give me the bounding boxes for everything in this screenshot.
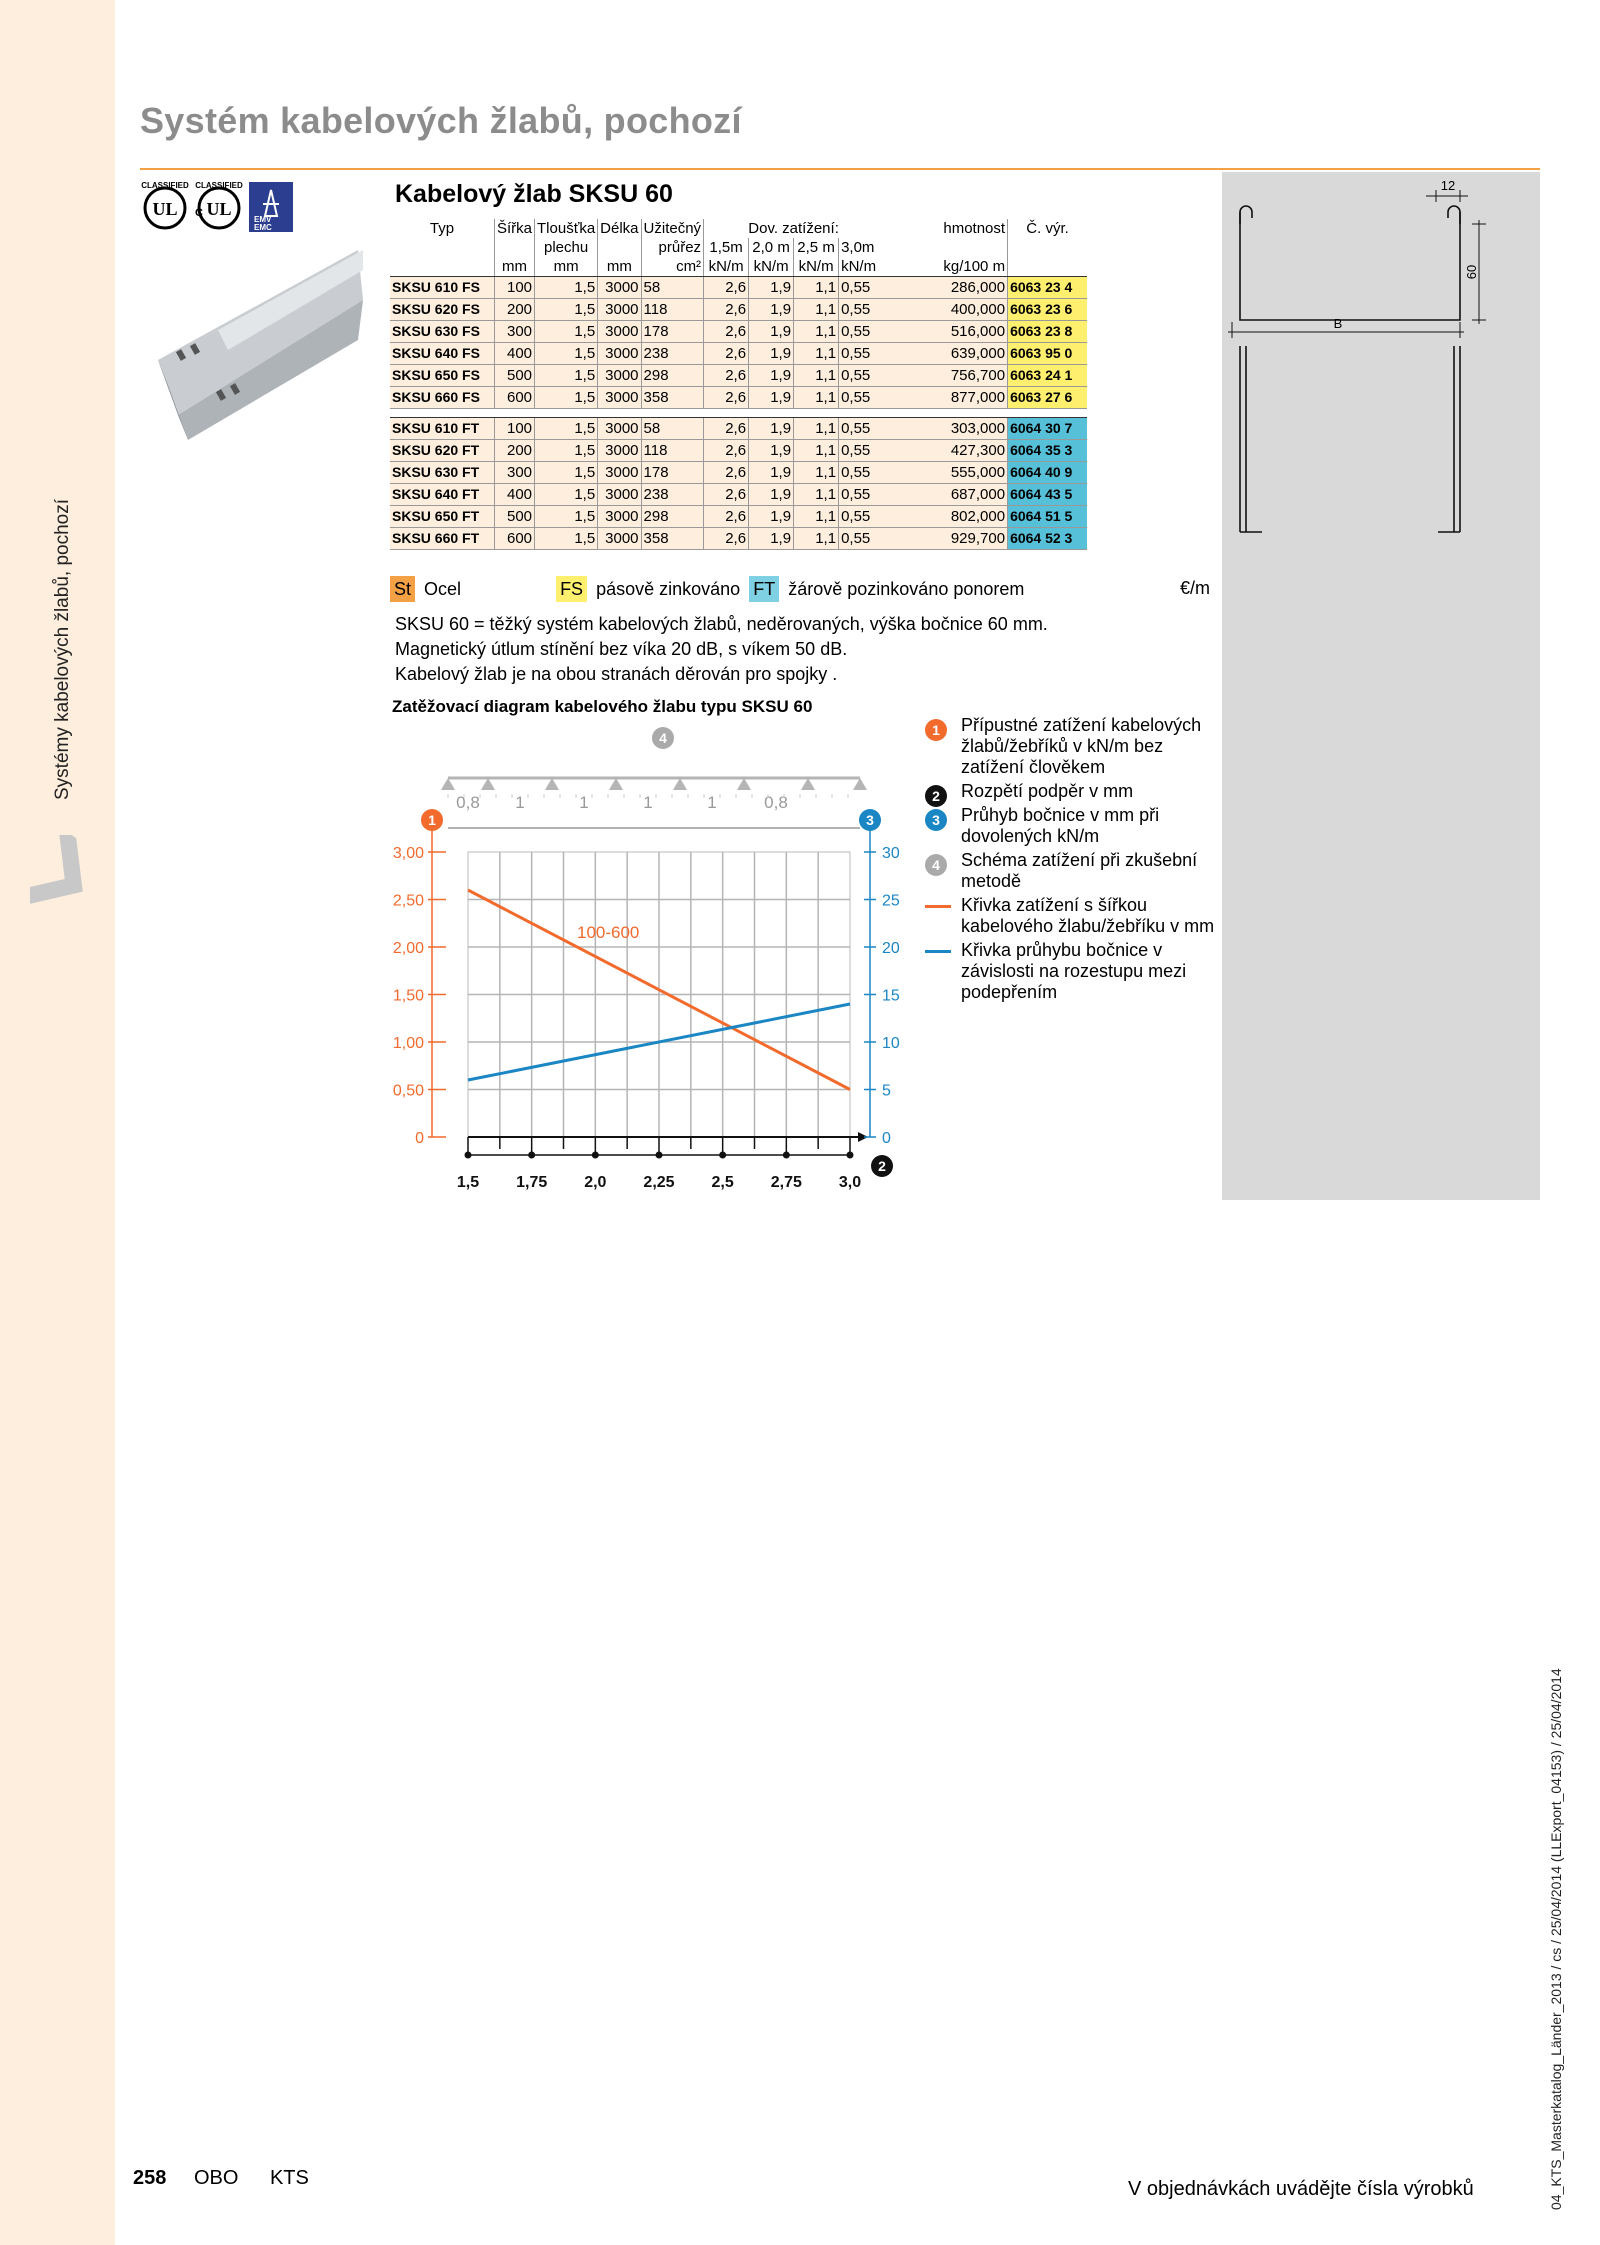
cell-z2: 1,9 [749,440,794,462]
chart-legend [925,715,1225,1006]
table-row [390,321,1087,343]
cell-z3: 1,1 [794,418,839,440]
cell-z2: 1,9 [749,462,794,484]
left-tick-label: 2,50 [392,892,424,910]
cell-prurez: 118 [641,440,704,462]
load-scheme-label: 1 [643,793,653,812]
cell-tl: 1,5 [535,462,598,484]
header-span-4: 3,0m [839,238,884,257]
cell-sirka: 600 [495,528,535,550]
support-triangle-icon [481,778,495,790]
cell-typ: SKSU 620 FT [390,440,495,462]
product-description [395,612,1048,687]
unit-k4: kN/m [839,257,884,277]
cell-typ: SKSU 650 FS [390,365,495,387]
support-triangle-icon [441,778,455,790]
support-triangle-icon [801,778,815,790]
header-delka: Délka [598,219,641,238]
cell-sirka: 100 [495,277,535,299]
cell-z3: 1,1 [794,528,839,550]
unit-delka: mm [598,257,641,277]
cell-cislo: 6063 24 1 [1008,365,1088,387]
legend-item [925,805,1225,847]
page-title: Systém kabelových žlabů, pochozí [140,100,742,141]
cell-hm: 756,700 [883,365,1008,387]
x-tick-label: 1,75 [516,1174,548,1191]
legend-text: Schéma zatížení při zkušební metodě [961,850,1198,891]
x-tick-label: 2,25 [643,1174,675,1191]
cell-z3: 1,1 [794,506,839,528]
cell-hm: 427,300 [883,440,1008,462]
cell-tl: 1,5 [535,343,598,365]
cell-prurez: 58 [641,277,704,299]
unit-k1: kN/m [704,257,749,277]
emv-emc-logo [249,182,293,232]
material-ft-code: FT [749,576,779,602]
cell-z2: 1,9 [749,506,794,528]
legend-text: Přípustné zatížení kabelových žlabů/žebříků v kN/m bez zatížení člověkem [961,715,1202,777]
svg-text:UL: UL [206,199,232,219]
profile-panel [1222,172,1540,1200]
load-scheme-label: 0,8 [764,793,788,812]
cell-sirka: 500 [495,506,535,528]
cell-cislo: 6064 35 3 [1008,440,1088,462]
cell-cislo: 6063 23 8 [1008,321,1088,343]
cell-z3: 1,1 [794,365,839,387]
cell-z1: 2,6 [704,387,749,409]
cell-prurez: 358 [641,387,704,409]
cell-prurez: 178 [641,462,704,484]
right-tick-label: 15 [882,987,900,1005]
material-fs-label: pásově zinkováno [596,579,741,599]
cell-z1: 2,6 [704,506,749,528]
marker-3-icon-label: 3 [866,812,874,828]
table-row [390,418,1087,440]
certification-logos [137,180,337,236]
table-row [390,365,1087,387]
left-tick-label: 1,00 [392,1035,424,1052]
cell-sirka: 400 [495,343,535,365]
table-row [390,462,1087,484]
unit-sirka: mm [495,257,535,277]
cell-typ: SKSU 660 FT [390,528,495,550]
footer-brand: OBO [193,2167,239,2189]
chart-title: Zatěžovací diagram kabelového žlabu typu SKSU 60 [392,697,813,716]
cell-z4: 0,55 [839,484,884,506]
cell-delka: 3000 [598,528,641,550]
header-typ: Typ [390,219,495,238]
cell-prurez: 358 [641,528,704,550]
load-scheme-label: 1 [579,793,589,812]
load-scheme-label: 0,8 [456,793,480,812]
cell-prurez: 298 [641,506,704,528]
support-triangle-icon [737,778,751,790]
dim-top-label: 12 [1440,178,1456,193]
unit-tloustka: mm [535,257,598,277]
support-triangle-icon [545,778,559,790]
header-span-2: 2,0 m [749,238,794,257]
legend-text: Rozpětí podpěr v mm [961,781,1134,801]
cell-cislo: 6063 23 4 [1008,277,1088,299]
left-tick-label: 0,50 [392,1082,424,1100]
legend-marker-icon: 4 [925,854,947,876]
unit-k3: kN/m [794,257,839,277]
cell-z3: 1,1 [794,299,839,321]
legend-item [925,895,1225,937]
cell-typ: SKSU 640 FT [390,484,495,506]
cell-z3: 1,1 [794,387,839,409]
cell-z4: 0,55 [839,365,884,387]
cell-z1: 2,6 [704,343,749,365]
cell-z4: 0,55 [839,387,884,409]
cell-delka: 3000 [598,462,641,484]
table-row [390,440,1087,462]
x-tick-label: 2,5 [711,1174,734,1191]
legend-marker-icon: 1 [925,719,947,741]
cell-z4: 0,55 [839,321,884,343]
marker-1-icon-label: 1 [428,812,436,828]
cell-typ: SKSU 610 FT [390,418,495,440]
cell-z4: 0,55 [839,277,884,299]
cell-typ: SKSU 660 FS [390,387,495,409]
header-span-1: 1,5m [704,238,749,257]
cell-z2: 1,9 [749,343,794,365]
cell-tl: 1,5 [535,418,598,440]
material-st-label: Ocel [424,579,462,599]
svg-text:UL: UL [152,199,178,219]
material-ft-label: žárově pozinkováno ponorem [788,579,1025,599]
cell-delka: 3000 [598,321,641,343]
legend-item [925,940,1225,1003]
cell-hm: 639,000 [883,343,1008,365]
cell-z2: 1,9 [749,484,794,506]
cell-sirka: 300 [495,462,535,484]
cell-z3: 1,1 [794,462,839,484]
page-number: 258 [133,2167,167,2189]
cell-delka: 3000 [598,418,641,440]
cell-z1: 2,6 [704,418,749,440]
cell-hm: 400,000 [883,299,1008,321]
cell-tl: 1,5 [535,365,598,387]
right-tick-label: 0 [882,1130,891,1147]
cell-cislo: 6064 43 5 [1008,484,1088,506]
legend-text: Křivka průhybu bočnice v závislosti na rozestupu mezi podepřením [961,940,1187,1002]
x-tick-label: 3,0 [838,1174,862,1191]
cell-sirka: 300 [495,321,535,343]
footer-note: V objednávkách uvádějte čísla výrobků [1128,2178,1474,2200]
cell-z4: 0,55 [839,506,884,528]
cell-tl: 1,5 [535,321,598,343]
table-row [390,484,1087,506]
cell-hm: 555,000 [883,462,1008,484]
table-group-separator [390,409,1087,418]
ul-classified-logo-1 [141,181,189,228]
cell-delka: 3000 [598,440,641,462]
header-dov-zatizeni: Dov. zatížení: [704,219,884,238]
svg-text:EMC: EMC [254,223,272,232]
cell-cislo: 6064 40 9 [1008,462,1088,484]
cell-z2: 1,9 [749,321,794,343]
cell-z4: 0,55 [839,528,884,550]
cell-prurez: 298 [641,365,704,387]
cell-z1: 2,6 [704,365,749,387]
x-tick-label: 1,5 [456,1174,480,1191]
footer-left [133,2167,335,2190]
cell-sirka: 600 [495,387,535,409]
header-span-3: 2,5 m [794,238,839,257]
price-unit: €/m [1179,578,1210,598]
legend-marker-icon: 3 [925,809,947,831]
cell-z2: 1,9 [749,365,794,387]
table-row [390,387,1087,409]
load-diagram [380,720,920,1220]
cell-z4: 0,55 [839,440,884,462]
marker-4-icon-label: 4 [659,730,667,746]
svg-text:CLASSIFIED: CLASSIFIED [195,181,243,190]
left-tick-label: 1,50 [392,987,424,1005]
table-row [390,277,1087,299]
spec-table [390,219,1087,550]
cell-delka: 3000 [598,277,641,299]
cell-hm: 687,000 [883,484,1008,506]
header-tloustka-2: plechu [535,238,598,257]
legend-text: Křivka zatížení s šířkou kabelového žlabu/žebříku v mm [961,895,1215,936]
unit-k2: kN/m [749,257,794,277]
left-tick-label: 0 [415,1130,424,1147]
cell-typ: SKSU 610 FS [390,277,495,299]
support-triangle-icon [609,778,623,790]
cell-tl: 1,5 [535,299,598,321]
cell-delka: 3000 [598,387,641,409]
x-tick-label: 2,0 [584,1174,607,1191]
side-section-label: Systémy kabelových žlabů, pochozí [52,499,73,800]
legend-line-icon [925,905,951,908]
support-triangle-icon [673,778,687,790]
x-tick-label: 2,75 [770,1174,802,1191]
right-tick-label: 20 [882,940,900,957]
cell-cislo: 6063 27 6 [1008,387,1088,409]
cell-sirka: 100 [495,418,535,440]
cell-z1: 2,6 [704,440,749,462]
cell-typ: SKSU 650 FT [390,506,495,528]
legend-item [925,781,1225,802]
description-line-2: Magnetický útlum stínění bez víka 20 dB, s víkem 50 dB. [395,639,848,659]
cell-hm: 877,000 [883,387,1008,409]
cell-prurez: 178 [641,321,704,343]
cell-delka: 3000 [598,506,641,528]
cell-typ: SKSU 630 FS [390,321,495,343]
header-uzitecny-2: průřez [641,238,704,257]
cell-tl: 1,5 [535,484,598,506]
footer-section: KTS [269,2167,309,2189]
cell-cislo: 6063 23 6 [1008,299,1088,321]
cell-z2: 1,9 [749,277,794,299]
cell-z4: 0,55 [839,462,884,484]
svg-text:CLASSIFIED: CLASSIFIED [141,181,189,190]
legend-text: Průhyb bočnice v mm při dovolených kN/m [961,805,1160,846]
cell-z2: 1,9 [749,418,794,440]
table-row [390,528,1087,550]
right-tick-label: 10 [882,1035,900,1052]
cell-z3: 1,1 [794,321,839,343]
cell-z3: 1,1 [794,440,839,462]
cell-z4: 0,55 [839,343,884,365]
side-arrow-icon [30,835,90,915]
support-triangle-icon [853,778,867,790]
load-scheme-label: 1 [707,793,717,812]
cell-sirka: 200 [495,299,535,321]
material-st-code: St [390,576,415,602]
cell-z2: 1,9 [749,387,794,409]
load-scheme-label: 1 [515,793,525,812]
cell-z1: 2,6 [704,484,749,506]
cell-sirka: 400 [495,484,535,506]
right-tick-label: 5 [882,1082,891,1100]
cell-z3: 1,1 [794,484,839,506]
left-tick-label: 2,00 [392,940,424,957]
legend-item [925,850,1225,892]
side-meta-text: 04_KTS_Masterkatalog_Länder_2013 / cs / 25/04/2014 (LLExport_04153) / 25/04/2014 [1548,1668,1564,2210]
right-tick-label: 30 [882,845,900,862]
cell-z1: 2,6 [704,299,749,321]
cell-hm: 802,000 [883,506,1008,528]
description-line-1: SKSU 60 = těžký systém kabelových žlabů, neděrovaných, výška bočnice 60 mm. [395,614,1048,634]
product-photo [148,240,368,440]
cell-hm: 286,000 [883,277,1008,299]
cell-z2: 1,9 [749,528,794,550]
title-underline [140,168,1540,170]
cell-typ: SKSU 630 FT [390,462,495,484]
legend-line-icon [925,950,951,953]
svg-text:EMV: EMV [254,215,272,224]
cell-prurez: 238 [641,343,704,365]
cell-z1: 2,6 [704,462,749,484]
cell-hm: 303,000 [883,418,1008,440]
cell-hm: 516,000 [883,321,1008,343]
description-line-3: Kabelový žlab je na obou stranách děrován pro spojky . [395,664,838,684]
material-fs-code: FS [556,576,587,602]
left-color-bar [0,0,115,2245]
product-title: Kabelový žlab SKSU 60 [395,180,673,208]
table-row [390,343,1087,365]
cell-cislo: 6063 95 0 [1008,343,1088,365]
unit-hmotnost: kg/100 m [883,257,1008,277]
cell-hm: 929,700 [883,528,1008,550]
cell-prurez: 118 [641,299,704,321]
cell-tl: 1,5 [535,506,598,528]
cell-z3: 1,1 [794,343,839,365]
cell-delka: 3000 [598,299,641,321]
header-sirka: Šířka [495,219,535,238]
cell-prurez: 58 [641,418,704,440]
cell-delka: 3000 [598,343,641,365]
profile-drawing [1222,172,1540,1200]
left-tick-label: 3,00 [392,845,424,862]
header-cislo: Č. výr. [1008,219,1088,238]
marker-2-icon-label: 2 [878,1158,886,1174]
cell-sirka: 500 [495,365,535,387]
table-row [390,506,1087,528]
cell-cislo: 6064 51 5 [1008,506,1088,528]
svg-text:C: C [195,207,203,219]
right-tick-label: 25 [882,892,900,910]
cell-delka: 3000 [598,365,641,387]
cell-z1: 2,6 [704,528,749,550]
table-row [390,299,1087,321]
cell-delka: 3000 [598,484,641,506]
header-uzitecny: Užitečný [641,219,704,238]
cell-tl: 1,5 [535,528,598,550]
cell-tl: 1,5 [535,440,598,462]
header-tloustka: Tloušťka [535,219,598,238]
cell-z4: 0,55 [839,299,884,321]
material-legend [390,576,1210,604]
cell-z1: 2,6 [704,321,749,343]
ul-classified-logo-2 [195,181,243,228]
dim-height-label: 60 [1464,264,1479,280]
legend-marker-icon: 2 [925,785,947,807]
cell-typ: SKSU 620 FS [390,299,495,321]
cell-typ: SKSU 640 FS [390,343,495,365]
dim-width-label: B [1333,316,1343,331]
cell-prurez: 238 [641,484,704,506]
unit-prurez: cm² [641,257,704,277]
series-label: 100-600 [577,923,640,942]
cell-cislo: 6064 30 7 [1008,418,1088,440]
cell-z2: 1,9 [749,299,794,321]
cell-cislo: 6064 52 3 [1008,528,1088,550]
cell-tl: 1,5 [535,387,598,409]
legend-item [925,715,1225,778]
cell-tl: 1,5 [535,277,598,299]
header-hmotnost: hmotnost [883,219,1008,238]
cell-sirka: 200 [495,440,535,462]
cell-z1: 2,6 [704,277,749,299]
cell-z4: 0,55 [839,418,884,440]
cell-z3: 1,1 [794,277,839,299]
